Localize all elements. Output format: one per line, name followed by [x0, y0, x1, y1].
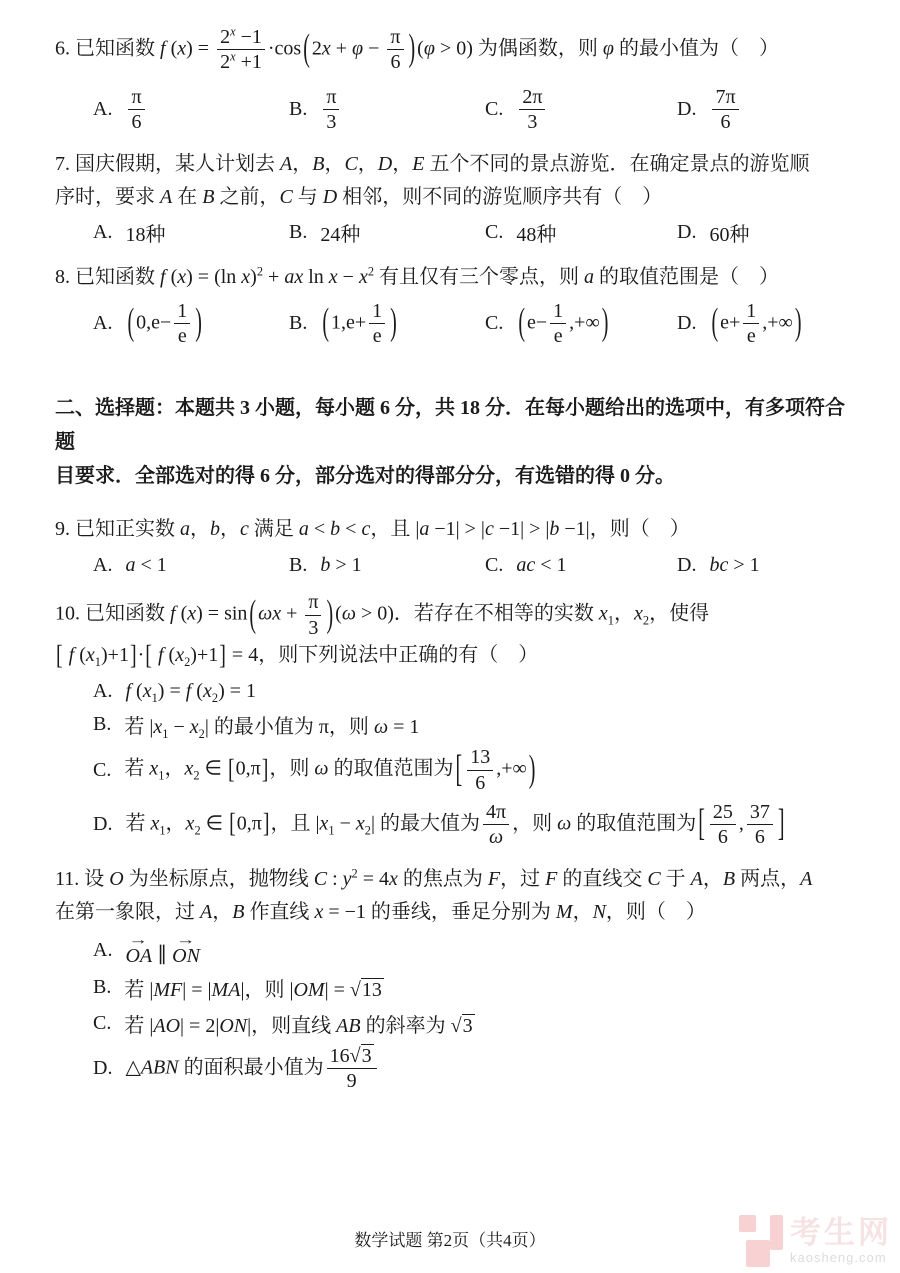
option-d — [93, 801, 855, 849]
option-content: f $(x_1) = f$ $(x_2) = 1$ — [125, 680, 257, 706]
option-content: $\frac{2\pi}{3}$ — [516, 86, 548, 134]
option-d — [677, 554, 855, 577]
option-label: B. — [289, 311, 308, 334]
question-8 — [55, 261, 855, 348]
option-label: D. — [677, 311, 697, 334]
option-label: D. — [677, 98, 697, 121]
question-6 — [55, 26, 855, 134]
option-content: ( 1,e+ $\frac{1}{e}$ ) — [322, 299, 397, 347]
option-content: ( 0,e− $\frac{1}{e}$ ) — [127, 299, 202, 347]
option-label: C. — [93, 758, 112, 781]
option-label: C. — [485, 220, 504, 243]
option-content: b > 1 — [320, 554, 362, 577]
option-label: C. — [485, 311, 504, 334]
option-label: D. — [93, 1057, 113, 1080]
option-label: B. — [93, 975, 112, 998]
question-11-options — [55, 936, 855, 1093]
watermark-domain-text: kaosheng.com — [790, 1249, 887, 1265]
option-label: C. — [93, 1011, 112, 1034]
logo-block — [770, 1215, 783, 1250]
option-c — [485, 300, 677, 348]
option-c — [485, 86, 677, 134]
option-a — [93, 554, 289, 577]
watermark-text — [790, 1217, 892, 1265]
option-label: D. — [93, 813, 113, 836]
page-footer: 数学试题 第2页（共4页） — [354, 1231, 546, 1250]
option-content: $\frac{\pi}{6}$ — [125, 86, 147, 134]
option-c — [485, 218, 677, 247]
option-a — [93, 936, 855, 966]
question-9 — [55, 513, 855, 577]
option-content: ( e− $\frac{1}{e}$ ,+∞ ) — [518, 299, 609, 347]
watermark-brand-text: 考生网 — [790, 1215, 892, 1251]
option-d — [93, 1045, 855, 1093]
option-content: $\frac{\pi}{3}$ — [320, 86, 342, 134]
option-content: 60种 — [709, 223, 750, 246]
option-content: 24种 — [320, 223, 361, 246]
option-d — [677, 218, 855, 247]
option-label: B. — [289, 98, 308, 121]
option-label: A. — [93, 98, 113, 121]
question-9-options — [55, 554, 855, 577]
option-content: ( e+ $\frac{1}{e}$ ,+∞ ) — [711, 299, 802, 347]
option-b — [93, 710, 855, 742]
question-7 — [55, 148, 855, 247]
question-6-stem: 6. 已知函数 f (x) = $\frac{2^x -1}{2^x +1}$ ·cos ( 2x + φ − $\frac{\pi}{6}$ ) (φ > 0) 为偶函数，则 φ 的最小值为（ ） — [55, 24, 779, 74]
option-content: 若 |AO| = 2|ON|，则直线 AB 的斜率为 √3 — [124, 1014, 473, 1037]
option-d — [677, 300, 855, 348]
option-label: A. — [93, 311, 113, 334]
option-content: 若 $x_1$，$x_2$ ∈ [0,π]，则 ω 的取值范围为 [ $\frac{13}{6}$ ,+∞ ) — [124, 746, 536, 794]
option-label: C. — [485, 554, 504, 577]
question-10-options — [55, 680, 855, 849]
option-label: A. — [93, 939, 113, 962]
option-a — [93, 218, 289, 247]
option-a — [93, 300, 289, 348]
option-label: B. — [93, 713, 112, 736]
option-a — [93, 680, 855, 706]
option-b — [289, 218, 485, 247]
option-b — [289, 86, 485, 134]
option-label: C. — [485, 98, 504, 121]
question-8-stem: 8. 已知函数 f (x) = (ln x)$^2$ + ax $\ln x - x^2$ 有且仅有三个零点，则 a 的取值范围是（ ） — [55, 263, 780, 288]
section-2-header: 二、选择题：本题共 3 小题，每小题 6 分，共 18 分．在每小题给出的选项中，有多项符合题 目要求．全部选对的得 6 分，部分选对的得部分分，有选错的得 0 分。 — [55, 397, 845, 488]
option-b — [289, 554, 485, 577]
question-11-stem: 11. 设 O 为坐标原点，抛物线 C : $y^2 = 4x$ 的焦点为 F，过 F 的直线交 C 于 A，B 两点，A 在第一象限，过 A，B 作直线 x = −1 的垂线，垂足分别为 M，N，则（ ） — [55, 866, 813, 923]
option-content: $\frac{7\pi}{6}$ — [709, 86, 741, 134]
option-label: D. — [677, 554, 697, 577]
option-content: a < 1 — [125, 554, 167, 577]
option-d — [677, 86, 855, 134]
option-c — [485, 554, 677, 577]
option-content: → OA ∥ → ON — [125, 936, 199, 966]
option-content: 若 $|x_1 - x_2|$ 的最小值为 π，则 ω = 1 — [124, 716, 420, 742]
option-label: B. — [289, 220, 308, 243]
option-label: D. — [677, 220, 697, 243]
question-7-stem: 7. 国庆假期，某人计划去 A，B，C，D，E 五个不同的景点游览．在确定景点的游览顺 序时，要求 A 在 B 之前，C 与 D 相邻，则不同的游览顺序共有（ ） — [55, 152, 810, 208]
option-b — [93, 973, 855, 1002]
question-11 — [55, 863, 855, 1093]
option-label: A. — [93, 680, 113, 703]
option-content: bc > 1 — [709, 554, 760, 577]
option-content: ac < 1 — [516, 554, 567, 577]
option-content: 18种 — [125, 223, 166, 246]
option-content: 若 $x_1$，$x_2$ ∈ [0,π]，且 $|x_1 - x_2|$ 的最大值为 $\frac{4\pi}{\omega}$ ，则 ω 的取值范围为 [ $\frac{25}{6}$ , $\frac{37}{6}$ ] — [125, 800, 785, 849]
option-a — [93, 86, 289, 134]
question-6-options — [55, 86, 855, 134]
question-10 — [55, 591, 855, 848]
kaosheng-watermark — [739, 1215, 892, 1267]
question-10-stem: 10. 已知函数 f (x) = sin ( ωx + $\frac{\pi}{3}$ ) (ω > 0)．若存在不相等的实数 $x_1$，$x_2$，使得 [ f $(x_1)+1]\cdot$[ f $(x_2)+1] = 4$，则下列说法中正确的有（ ） — [55, 591, 710, 671]
question-8-options — [55, 300, 855, 348]
kaosheng-logo-icon — [739, 1215, 783, 1267]
option-c — [93, 746, 855, 794]
option-content: △ABN 的面积最小值为 $\frac{16√3}{9}$ — [125, 1045, 379, 1093]
question-7-options — [55, 218, 855, 247]
logo-block — [739, 1215, 756, 1232]
option-content: 若 |MF| = |MA|，则 |OM| = √13 — [124, 978, 382, 1001]
option-content: 48种 — [516, 223, 557, 246]
option-label: A. — [93, 220, 113, 243]
logo-block — [746, 1240, 770, 1267]
option-label: A. — [93, 554, 113, 577]
option-b — [289, 300, 485, 348]
option-c — [93, 1009, 855, 1038]
option-label: B. — [289, 554, 308, 577]
question-9-stem: 9. 已知正实数 a，b，c 满足 a < b < c，且 |a −1| > |c −1| > |b −1|，则（ ） — [55, 518, 690, 541]
